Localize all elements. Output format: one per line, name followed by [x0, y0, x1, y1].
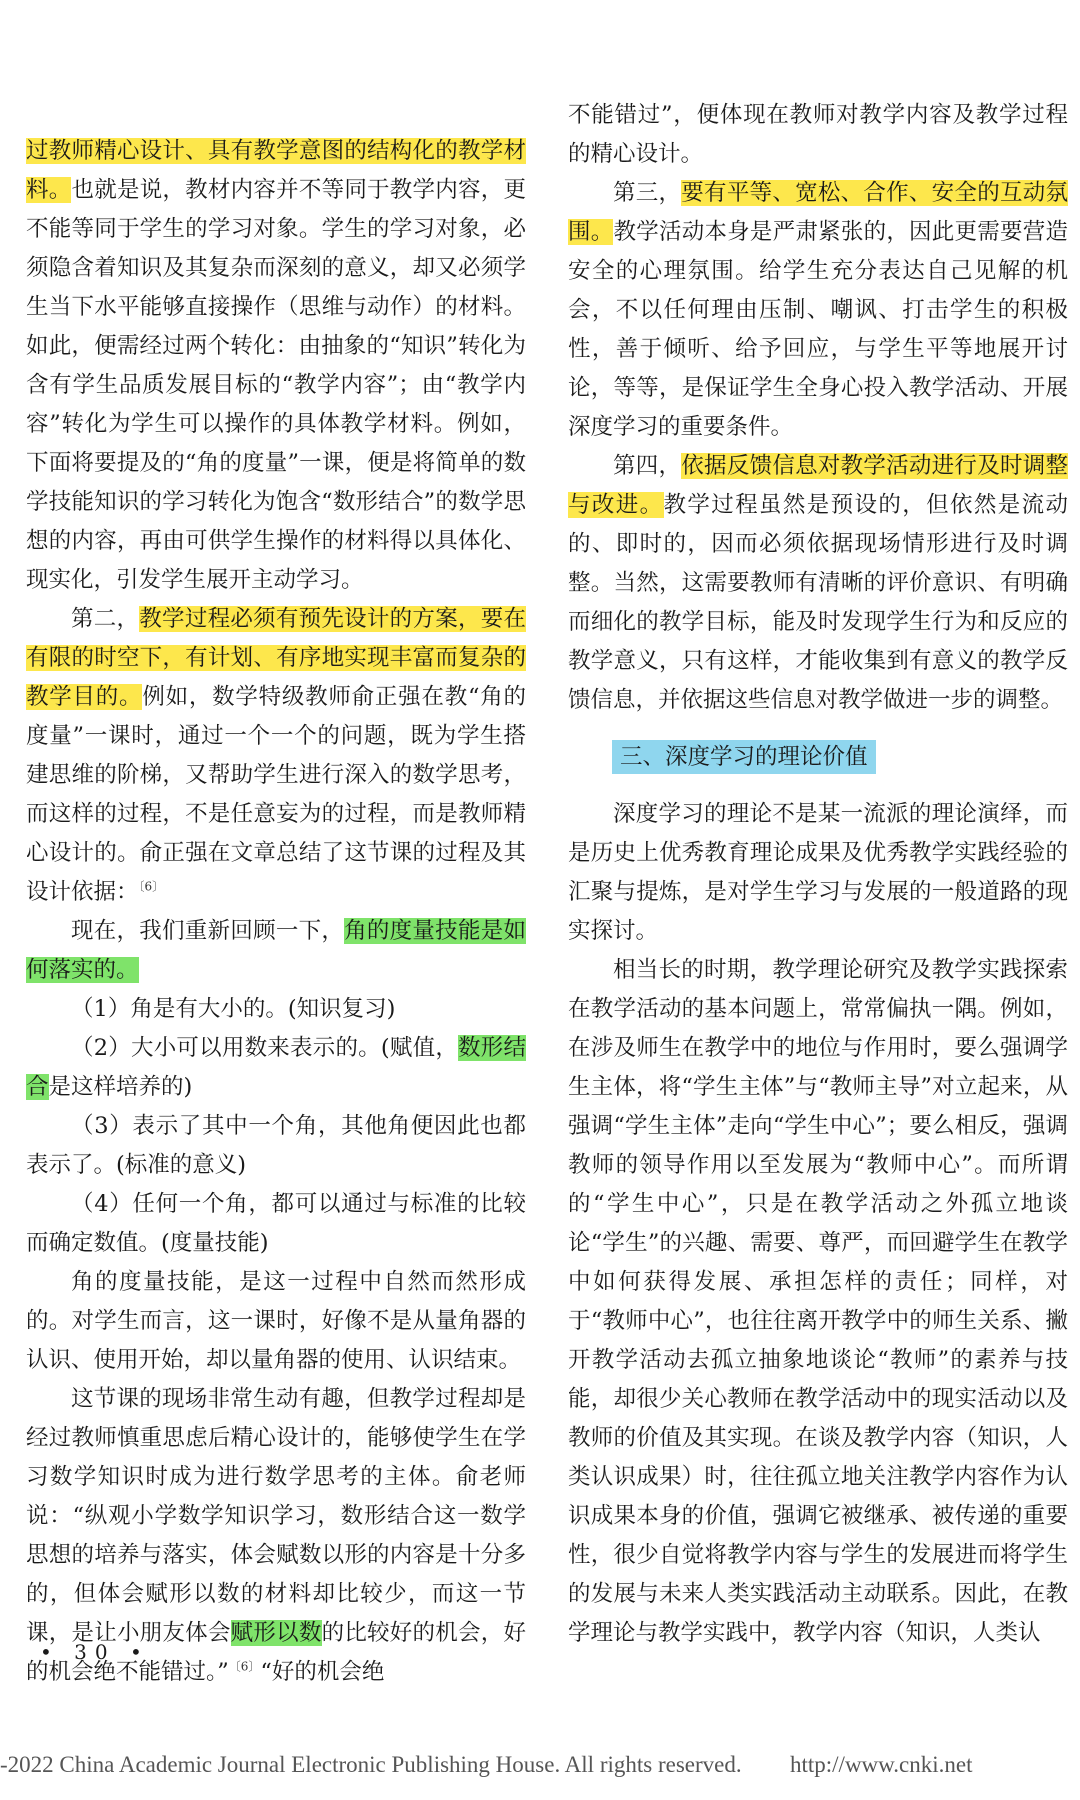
citation-ref[interactable]: 〔6〕 [138, 879, 165, 894]
highlight-green: 数形结合 [26, 1035, 526, 1100]
paragraph: 第二，教学过程必须有预先设计的方案，要在有限的时空下，有计划、有序地实现丰富而复杂的教学目的。例如，数学特级教师俞正强在教“角的度量”一课时，通过一个一个的问题，既为学生搭建思维的阶梯，又帮助学生进行深入的数学思考，而这样的过程，不是任意妄为的过程，而是教师精心设计的。俞正强在文章总结了这节课的过程及其设计依据：$^{〔6〕}$ [26, 606, 526, 905]
copyright-text: -2022 China Academic Journal Electronic Publishing House. All rights reserved. [0, 1752, 742, 1777]
footer-url[interactable]: http://www.cnki.net [790, 1752, 973, 1777]
section-heading-text: 三、深度学习的理论价值 [612, 740, 876, 774]
highlight-green: 赋形以数 [230, 1620, 322, 1646]
paragraph: 过教师精心设计、具有教学意图的结构化的教学材料。也就是说，教材内容并不等同于教学内容，更不能等同于学生的学习对象。学生的学习对象，必须隐含着知识及其复杂而深刻的意义，却又必须学生当下水平能够直接操作（思维与动作）的材料。如此，便需经过两个转化：由抽象的“知识”转化为含有学生品质发展目标的“教学内容”；由“教学内容”转化为学生可以操作的具体教学材料。例如，下面将要提及的“角的度量”一课，便是将简单的数学技能知识的学习转化为饱含“数形结合”的数学思想的内容，再由可供学生操作的材料得以具体化、现实化，引发学生展开主动学习。 [26, 138, 526, 593]
highlight-yellow: 教学过程必须有预先设计的方案，要在有限的时空下，有计划、有序地实现丰富而复杂的教学目的。 [26, 606, 526, 710]
highlight-yellow: 依据反馈信息对教学活动进行及时调整与改进。 [568, 453, 1068, 518]
highlight-yellow: 要有平等、宽松、合作、安全的互动氛围。 [568, 180, 1068, 245]
highlight-green: 角的度量技能是如何落实的。 [26, 918, 526, 983]
right-column [568, 102, 1068, 1653]
paragraph: 不能错过”，便体现在教师对教学内容及教学过程的精心设计。 [568, 102, 1068, 167]
section-heading [612, 738, 1068, 777]
paragraph: 第四，依据反馈信息对教学活动进行及时调整与改进。教学过程虽然是预设的，但依然是流动的、即时的，因而必须依据现场情形进行及时调整。当然，这需要教师有清晰的评价意识、有明确而细化的教学目标，能及时发现学生行为和反应的教学意义，只有这样，才能收集到有意义的教学反馈信息，并依据这些信息对教学做进一步的调整。 [568, 453, 1068, 713]
paragraph: 现在，我们重新回顾一下，角的度量技能是如何落实的。 [26, 918, 526, 983]
paragraph: 深度学习的理论不是某一流派的理论演绎，而是历史上优秀教育理论成果及优秀教学实践经验的汇聚与提炼，是对学生学习与发展的一般道路的现实探讨。 [568, 801, 1068, 944]
list-item: （4）任何一个角，都可以通过与标准的比较而确定数值。(度量技能) [26, 1191, 526, 1256]
paragraph: 第三，要有平等、宽松、合作、安全的互动氛围。教学活动本身是严肃紧张的，因此更需要营造安全的心理氛围。给学生充分表达自己见解的机会，不以任何理由压制、嘲讽、打击学生的积极性，善于倾听、给予回应，与学生平等地展开讨论，等等，是保证学生全身心投入教学活动、开展深度学习的重要条件。 [568, 180, 1068, 440]
highlight-yellow: 过教师精心设计、具有教学意图的结构化的教学材料。 [26, 138, 526, 203]
paragraph: 角的度量技能，是这一过程中自然而然形成的。对学生而言，这一课时，好像不是从量角器的认识、使用开始，却以量角器的使用、认识结束。 [26, 1269, 526, 1373]
left-column [26, 132, 526, 1692]
paragraph: 这节课的现场非常生动有趣，但教学过程却是经过教师慎重思虑后精心设计的，能够使学生在学习数学知识时成为进行数学思考的主体。俞老师说：“纵观小学数学知识学习，数形结合这一数学思想的培养与落实，体会赋数以形的内容是十分多的，但体会赋形以数的材料却比较少，而这一节课，是让小朋友体会赋形以数的比较好的机会，好的机会绝不能错过。”$^{〔6〕}$“好的机会绝 [26, 1386, 526, 1685]
list-item: （2）大小可以用数来表示的。(赋值，数形结合是这样培养的) [26, 1035, 526, 1100]
list-item: （3）表示了其中一个角，其他角便因此也都表示了。(标准的意义) [26, 1113, 526, 1178]
paragraph: 相当长的时期，教学理论研究及教学实践探索在教学活动的基本问题上，常常偏执一隅。例如，在涉及师生在教学中的地位与作用时，要么强调学生主体，将“学生主体”与“教师主导”对立起来，从强调“学生主体”走向“学生中心”；要么相反，强调教师的领导作用以至发展为“教师中心”。而所谓的“学生中心”，只是在教学活动之外孤立地谈论“学生”的兴趣、需要、尊严，而回避学生在教学中如何获得发展、承担怎样的责任；同样，对于“教师中心”，也往往离开教学中的师生关系、撇开教学活动去孤立抽象地谈论“教师”的素养与技能，却很少关心教师在教学活动中的现实活动以及教师的价值及其实现。在谈及教学内容（知识，人类认识成果）时，往往孤立地关注教学内容作为认识成果本身的价值，强调它被继承、被传递的重要性，很少自觉将教学内容与学生的发展进而将学生的发展与未来人类实践活动主动联系。因此，在教学理论与教学实践中，教学内容（知识，人类认 [568, 957, 1068, 1646]
list-item: （1）角是有大小的。(知识复习) [71, 996, 396, 1022]
page-number: • 30 • [40, 1640, 150, 1664]
citation-ref[interactable]: 〔6〕 [228, 1659, 261, 1674]
